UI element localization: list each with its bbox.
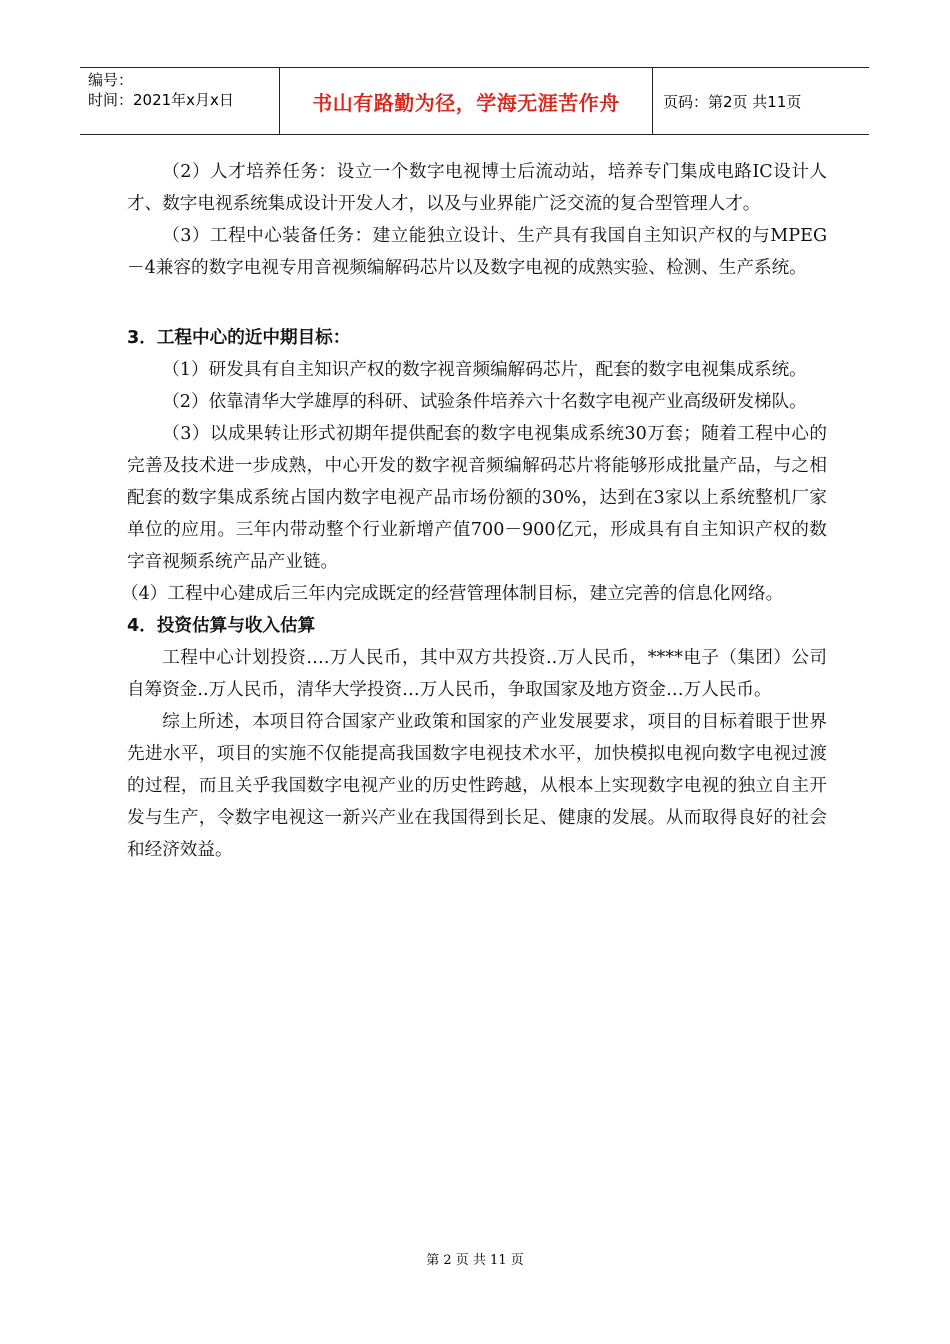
header-meta (80, 68, 280, 134)
paragraph-talent-task: （2）人才培养任务：设立一个数字电视博士后流动站，培养专门集成电路IC设计人才、数字电视系统集成设计开发人才，以及与业界能广泛交流的复合型管理人才。 (127, 162, 827, 214)
paragraph-investment: 工程中心计划投资….万人民币，其中双方共投资..万人民币，****电子（集团）公司自筹资金..万人民币，清华大学投资…万人民币，争取国家及地方资金…万人民币。 (127, 648, 827, 700)
page-header (80, 67, 869, 135)
header-motto: 书山有路勤为径，学海无涯苦作舟 (280, 68, 653, 134)
section-heading-goals: 3．工程中心的近中期目标： (127, 328, 351, 348)
paragraph-equipment-task: （3）工程中心装备任务：建立能独立设计、生产具有我国自主知识产权的与MPEG－4兼容的数字电视专用音视频编解码芯片以及数字电视的成熟实验、检测、生产系统。 (127, 226, 827, 278)
doc-date-label: 时间：2021年x月x日 (88, 91, 234, 109)
paragraph-goal-4: （4）工程中心建成后三年内完成既定的经营管理体制目标，建立完善的信息化网络。 (121, 584, 784, 604)
paragraph-goal-1: （1）研发具有自主知识产权的数字视音频编解码芯片，配套的数字电视集成系统。 (162, 360, 807, 380)
section-spacer (127, 284, 827, 322)
section-heading-investment: 4．投资估算与收入估算 (127, 616, 316, 636)
paragraph-goal-3: （3）以成果转让形式初期年提供配套的数字电视集成系统30万套；随着工程中心的完善及技术进一步成熟，中心开发的数字视音频编解码芯片将能够形成批量产品，与之相配套的数字集成系统占国内数字电视产品市场份额的30%，达到在3家以上系统整机厂家单位的应用。三年内带动整个行业新增产值700－900亿元，形成具有自主知识产权的数字音视频系统产品产业链。 (127, 424, 827, 572)
doc-number-label: 编号： (88, 71, 134, 89)
document-body (121, 156, 827, 866)
page-footer: 第 2 页 共 11 页 (426, 1253, 524, 1268)
paragraph-goal-2: （2）依靠清华大学雄厚的科研、试验条件培养六十名数字电视产业高级研发梯队。 (162, 392, 807, 412)
paragraph-summary: 综上所述，本项目符合国家产业政策和国家的产业发展要求，项目的目标着眼于世界先进水平，项目的实施不仅能提高我国数字电视技术水平，加快模拟电视向数字电视过渡的过程，而且关乎我国数字电视产业的历史性跨越，从根本上实现数字电视的独立自主开发与生产，令数字电视这一新兴产业在我国得到长足、健康的发展。从而取得良好的社会和经济效益。 (127, 712, 827, 860)
header-page-info: 页码：第2页 共11页 (663, 92, 802, 111)
